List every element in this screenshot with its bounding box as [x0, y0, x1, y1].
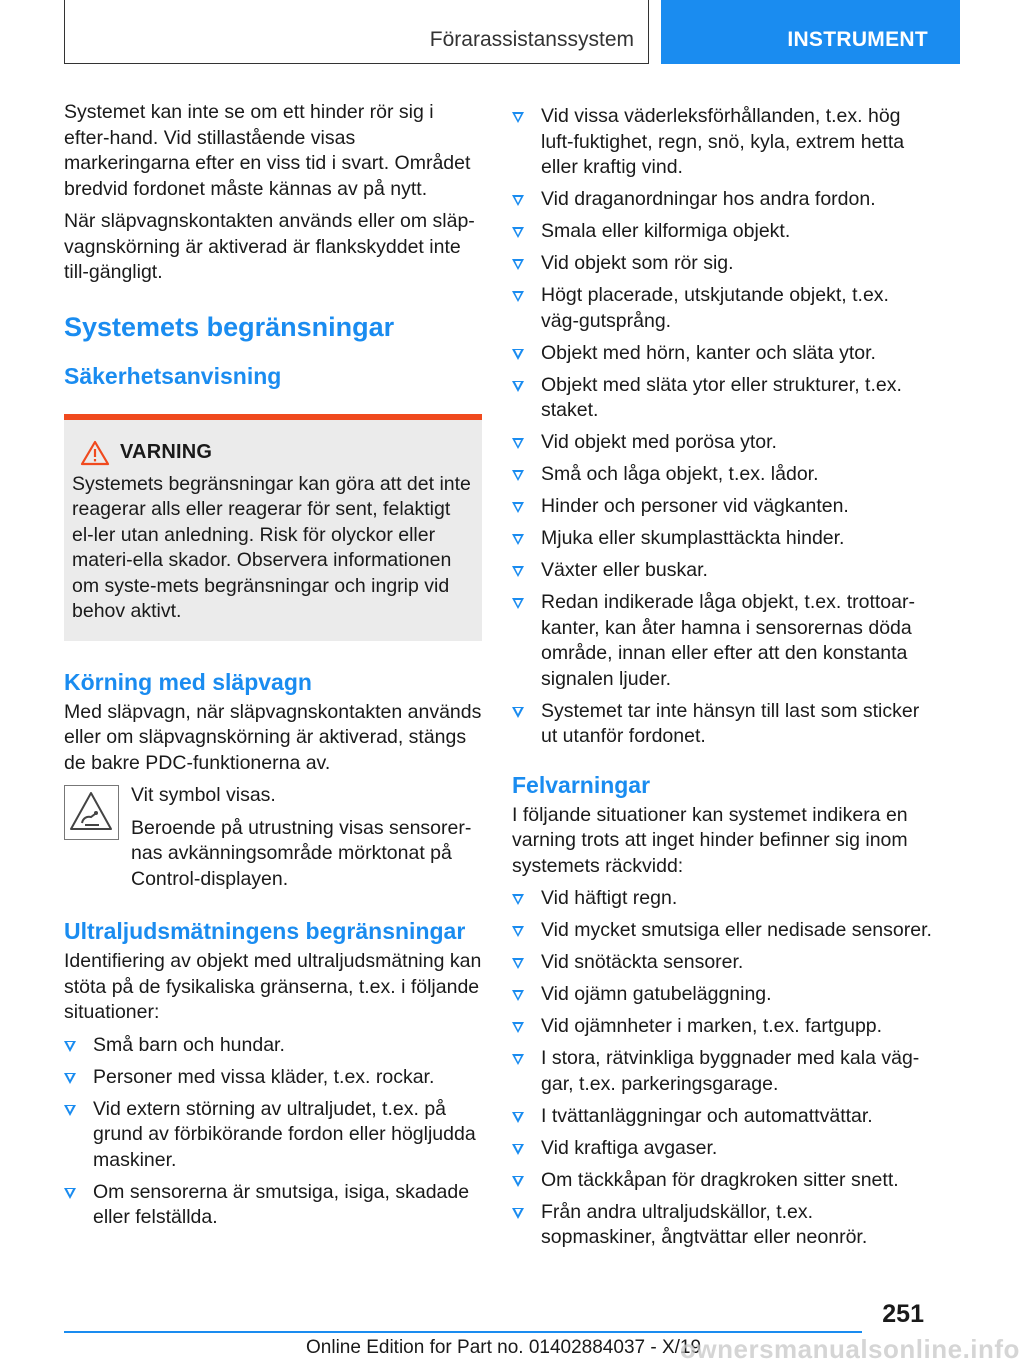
bullet-triangle-icon: [512, 1176, 524, 1187]
bullet-triangle-icon: [512, 1208, 524, 1219]
list-item: Smala eller kilformiga objekt.: [512, 219, 932, 245]
bullet-triangle-icon: [512, 566, 524, 577]
list-item: I stora, rätvinkliga byggnader med kala väg-gar, t.ex. parkeringsgarage.: [512, 1046, 932, 1097]
page-number: 251: [882, 1300, 924, 1328]
list-item: Vid extern störning av ultraljudet, t.ex. på grund av förbikörande fordon eller högljudda maskiner.: [64, 1097, 482, 1174]
list-item: I tvättanläggningar och automattvättar.: [512, 1104, 932, 1130]
bullet-triangle-icon: [512, 1022, 524, 1033]
list-item: Objekt med släta ytor eller strukturer, t.ex. staket.: [512, 373, 932, 424]
header-section-tab: [64, 0, 649, 64]
symbol-text-2: Beroende på utrustning visas sensorer-nas avkänningsområde mörktonat på Control-displayen.: [131, 816, 472, 890]
list-item: Vid kraftiga avgaser.: [512, 1136, 932, 1162]
false-warnings-list: [512, 886, 932, 1251]
heading-trailer: Körning med släpvagn: [64, 668, 312, 695]
left-column: [64, 100, 482, 1237]
bullet-triangle-icon: [64, 1105, 76, 1116]
warning-triangle-icon: [80, 440, 110, 466]
list-item: Små barn och hundar.: [64, 1033, 482, 1059]
header-chapter-title: INSTRUMENT: [787, 28, 928, 51]
trailer-paragraph: Med släpvagn, när släpvagnskontakten används eller om släpvagnskörning är aktiverad, stängs de bakre PDC-funktionerna av.: [64, 700, 482, 774]
list-item: Vid mycket smutsiga eller nedisade sensorer.: [512, 918, 932, 944]
list-item: Om sensorerna är smutsiga, isiga, skadade eller felställda.: [64, 1180, 482, 1231]
list-item: Vid häftigt regn.: [512, 886, 932, 912]
false-warnings-paragraph: I följande situationer kan systemet indikera en varning trots att inget hinder befinner sig inom systemets räckvidd:: [512, 803, 908, 877]
watermark: ownersmanualsonline.info: [680, 1334, 1020, 1364]
bullet-triangle-icon: [512, 381, 524, 392]
footer-edition: Online Edition for Part no. 01402884037 - X/19: [306, 1337, 702, 1358]
bullet-triangle-icon: [512, 259, 524, 270]
list-item: Vid objekt som rör sig.: [512, 251, 932, 277]
bullet-triangle-icon: [512, 227, 524, 238]
bullet-triangle-icon: [512, 502, 524, 513]
bullet-triangle-icon: [512, 349, 524, 360]
list-item: Vid ojämnheter i marken, t.ex. fartgupp.: [512, 1014, 932, 1040]
bullet-triangle-icon: [512, 534, 524, 545]
list-item: Mjuka eller skumplasttäckta hinder.: [512, 526, 932, 552]
warning-header: [72, 440, 474, 466]
header-chapter-tab: [661, 0, 960, 64]
symbol-block: [64, 783, 482, 892]
list-item: Om täckkåpan för dragkroken sitter snett.: [512, 1168, 932, 1194]
bullet-triangle-icon: [512, 894, 524, 905]
list-item: Växter eller buskar.: [512, 558, 932, 584]
ultrasonic-list: [64, 1033, 482, 1231]
list-item: Hinder och personer vid vägkanten.: [512, 494, 932, 520]
list-item: Personer med vissa kläder, t.ex. rockar.: [64, 1065, 482, 1091]
footer-divider: [64, 1331, 862, 1333]
list-item: Vid objekt med porösa ytor.: [512, 430, 932, 456]
warning-box: [64, 414, 482, 641]
bullet-triangle-icon: [512, 598, 524, 609]
symbol-text-1: Vit symbol visas.: [131, 784, 276, 806]
bullet-triangle-icon: [64, 1041, 76, 1052]
bullet-triangle-icon: [512, 291, 524, 302]
bullet-triangle-icon: [512, 958, 524, 969]
list-item: Vid draganordningar hos andra fordon.: [512, 187, 932, 213]
list-item: Vid ojämn gatubeläggning.: [512, 982, 932, 1008]
list-item: Redan indikerade låga objekt, t.ex. trottoar-kanter, kan åter hamna i sensorernas döda område, innan eller efter att den konstanta signalen ljuder.: [512, 590, 932, 692]
section-heading-limitations: Systemets begränsningar: [64, 311, 395, 342]
ultrasonic-paragraph: Identifiering av objekt med ultraljudsmätning kan stöta på de fysikaliska gränserna, t.ex. i följande situationer:: [64, 950, 482, 1023]
bullet-triangle-icon: [512, 1112, 524, 1123]
limitations-list: [512, 104, 932, 750]
bullet-triangle-icon: [64, 1073, 76, 1084]
bullet-triangle-icon: [512, 195, 524, 206]
warning-title: VARNING: [120, 441, 213, 463]
heading-ultrasonic: Ultraljudsmätningens begränsningar: [64, 918, 466, 944]
list-item: Högt placerade, utskjutande objekt, t.ex. väg-gutsprång.: [512, 283, 932, 334]
warning-text: Systemets begränsningar kan göra att det inte reagerar alls eller reagerar för sent, felaktigt el-ler utan anledning. Risk för olyckor eller materi-ella skador. Observera informationen om syste-mets begränsningar och ingrip vid behov aktivt.: [72, 472, 471, 622]
bullet-triangle-icon: [512, 926, 524, 937]
header-section-title: Förarassistanssystem: [429, 28, 634, 51]
list-item: Systemet tar inte hänsyn till last som sticker ut utanför fordonet.: [512, 699, 932, 750]
bullet-triangle-icon: [512, 470, 524, 481]
bullet-triangle-icon: [512, 707, 524, 718]
bullet-triangle-icon: [512, 1054, 524, 1065]
list-item: Objekt med hörn, kanter och släta ytor.: [512, 341, 932, 367]
list-item: Från andra ultraljudskällor, t.ex. sopmaskiner, ångtvättar eller neonrör.: [512, 1200, 932, 1251]
intro-paragraph-2: När släpvagnskontakten används eller om släp-vagnskörning är aktiverad är flankskyddet inte till-gängligt.: [64, 210, 475, 283]
subheading-safety: Säkerhetsanvisning: [64, 362, 282, 389]
heading-false-warnings: Felvarningar: [512, 771, 651, 798]
list-item: Vid vissa väderleksförhållanden, t.ex. hög luft-fuktighet, regn, snö, kyla, extrem hetta eller kraftig vind.: [512, 104, 932, 181]
bullet-triangle-icon: [512, 1144, 524, 1155]
bullet-triangle-icon: [64, 1188, 76, 1199]
right-column: [512, 100, 932, 1257]
bullet-triangle-icon: [512, 112, 524, 123]
intro-paragraph-1: Systemet kan inte se om ett hinder rör sig i efter-hand. Vid stillastående visas markeringarna efter en viss tid i svart. Området bredvid fordonet måste kännas av på nytt.: [64, 101, 471, 200]
list-item: Små och låga objekt, t.ex. lådor.: [512, 462, 932, 488]
bullet-triangle-icon: [512, 990, 524, 1001]
bullet-triangle-icon: [512, 438, 524, 449]
list-item: Vid snötäckta sensorer.: [512, 950, 932, 976]
pdc-trailer-symbol-icon: [64, 785, 119, 840]
